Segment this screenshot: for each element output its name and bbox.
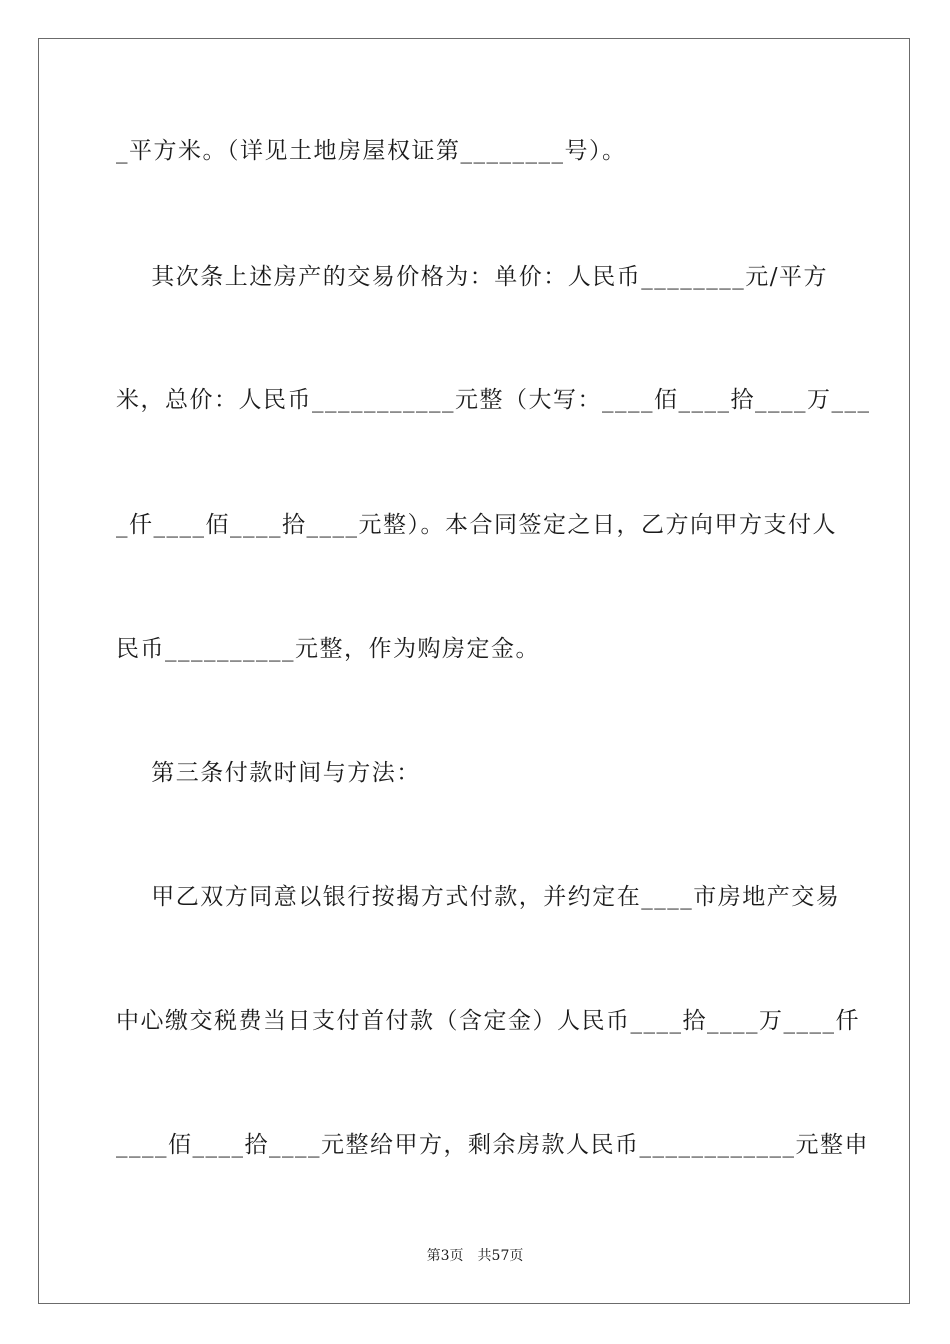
text-line-7: 甲乙双方同意以银行按揭方式付款，并约定在____市房地产交易	[116, 884, 841, 910]
text-line-3: 米，总价：人民币___________元整（大写：____佰____拾____万___	[116, 387, 871, 413]
text-line-5: 民币__________元整，作为购房定金。	[116, 636, 540, 662]
text-line-4: _仟____佰____拾____元整）。本合同签定之日，乙方向甲方支付人	[116, 512, 837, 538]
text-line-8: 中心缴交税费当日支付首付款（含定金）人民币____拾____万____仟	[116, 1008, 860, 1034]
text-line-9: ____佰____拾____元整给甲方，剩余房款人民币____________元整申	[116, 1132, 869, 1158]
page-number-footer: 第3页 共57页	[426, 1248, 524, 1264]
page-frame	[38, 38, 910, 1304]
text-line-2: 其次条上述房产的交易价格为：单价：人民币________元/平方	[116, 264, 828, 290]
text-line-1: _平方米。（详见土地房屋权证第________号）。	[116, 138, 627, 164]
text-line-6: 第三条付款时间与方法：	[116, 760, 421, 786]
